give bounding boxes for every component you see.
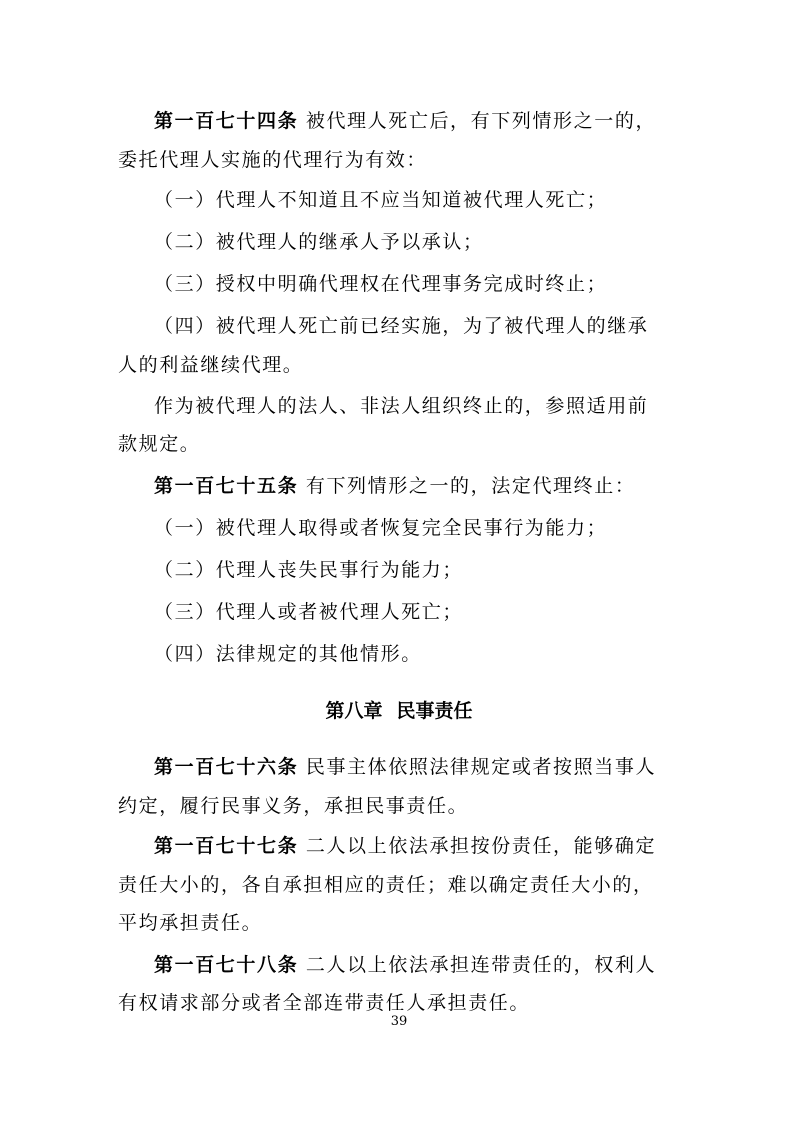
article-178-line-1 — [154, 953, 656, 977]
article-174-line-1 — [154, 109, 656, 133]
article-177-line-3: 平均承担责任。 — [118, 912, 263, 934]
chapter-title: 民事责任 — [396, 700, 473, 722]
article-178-text: 二人以上依法承担连带责任的，权利人 — [305, 954, 657, 976]
article-175-item-3: （三）代理人或者被代理人死亡； — [154, 601, 464, 623]
article-176-heading: 第一百七十六条 — [154, 756, 299, 778]
article-174-item-2: （二）被代理人的继承人予以承认； — [154, 231, 484, 253]
article-175-item-2: （二）代理人丧失民事行为能力； — [154, 559, 464, 581]
chapter-number: 第八章 — [325, 700, 383, 722]
article-174-text: 被代理人死亡后，有下列情形之一的， — [305, 110, 657, 132]
article-176-line-2: 约定，履行民事义务，承担民事责任。 — [118, 795, 469, 817]
article-175-item-1: （一）被代理人取得或者恢复完全民事行为能力； — [154, 517, 608, 539]
article-174-item-4: （四）被代理人死亡前已经实施，为了被代理人的继承 — [154, 315, 649, 337]
article-174-item-3: （三）授权中明确代理权在代理事务完成时终止； — [154, 273, 608, 295]
article-177-heading: 第一百七十七条 — [154, 835, 299, 857]
article-176-line-1 — [154, 755, 656, 779]
article-177-line-1 — [154, 834, 656, 858]
article-174-heading: 第一百七十四条 — [154, 110, 299, 132]
article-174-paragraph-2-continued: 款规定。 — [118, 433, 201, 455]
article-175-item-4: （四）法律规定的其他情形。 — [154, 643, 422, 665]
chapter-heading — [118, 699, 680, 723]
article-178-line-2: 有权请求部分或者全部连带责任人承担责任。 — [118, 992, 531, 1014]
article-175-text: 有下列情形之一的，法定代理终止： — [305, 475, 636, 497]
article-174-line-2: 委托代理人实施的代理行为有效： — [118, 149, 428, 171]
article-174-item-4-continued: 人的利益继续代理。 — [118, 354, 304, 376]
article-178-heading: 第一百七十八条 — [154, 954, 299, 976]
article-177-line-2: 责任大小的，各自承担相应的责任；难以确定责任大小的， — [118, 874, 654, 896]
article-175-line-1 — [154, 474, 635, 498]
article-174-item-1: （一）代理人不知道且不应当知道被代理人死亡； — [154, 189, 608, 211]
article-176-text: 民事主体依照法律规定或者按照当事人 — [305, 756, 657, 778]
page-number: 39 — [390, 1014, 408, 1029]
article-177-text: 二人以上依法承担按份责任，能够确定 — [305, 835, 657, 857]
article-175-heading: 第一百七十五条 — [154, 475, 299, 497]
article-174-paragraph-2: 作为被代理人的法人、非法人组织终止的，参照适用前 — [154, 395, 649, 417]
